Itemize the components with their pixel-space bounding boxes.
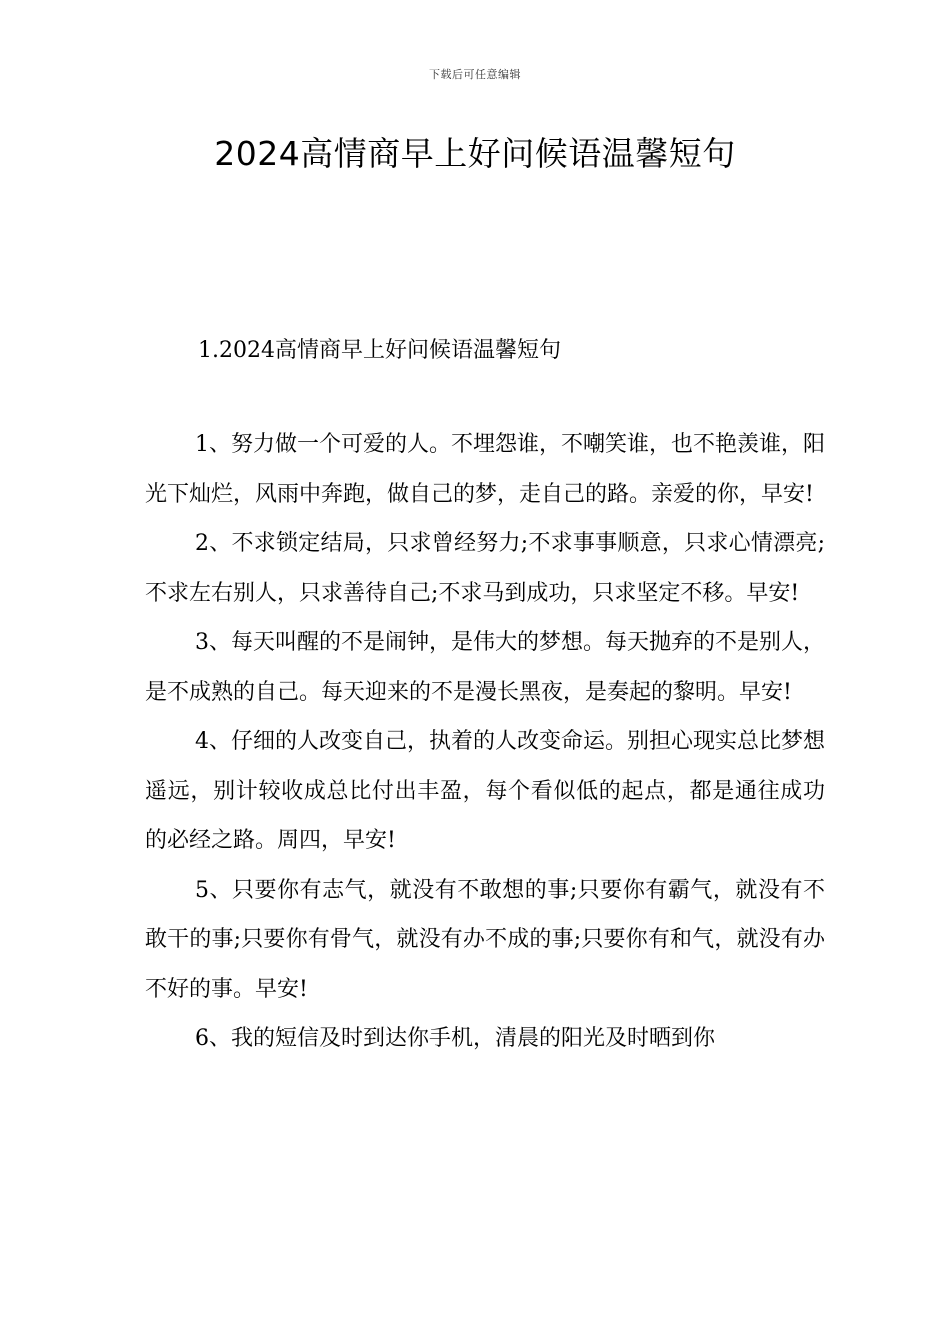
paragraph-3: 3、每天叫醒的不是闹钟，是伟大的梦想。每天抛弃的不是别人，是不成熟的自己。每天迎来的不是漫长黑夜，是奏起的黎明。早安! [145, 630, 825, 705]
document-title: 2024高情商早上好问候语温馨短句 [214, 134, 736, 173]
paragraph-4: 4、仔细的人改变自己，执着的人改变命运。别担心现实总比梦想遥远，别计较收成总比付出丰盈，每个看似低的起点，都是通往成功的必经之路。周四，早安! [145, 729, 825, 853]
paragraph-6: 6、我的短信及时到达你手机，清晨的阳光及时晒到你 [195, 1026, 715, 1051]
header-note: 下载后可任意编辑 [429, 68, 521, 81]
section-heading: 1.2024高情商早上好问候语温馨短句 [198, 338, 561, 363]
body-text [145, 420, 825, 1064]
paragraph-5: 5、只要你有志气，就没有不敢想的事;只要你有霸气，就没有不敢干的事;只要你有骨气，就没有办不成的事;只要你有和气，就没有办不好的事。早安! [145, 877, 825, 1002]
paragraph-1: 1、努力做一个可爱的人。不埋怨谁，不嘲笑谁，也不艳羡谁，阳光下灿烂，风雨中奔跑，做自己的梦，走自己的路。亲爱的你，早安! [145, 432, 825, 507]
paragraph-2: 2、不求锁定结局，只求曾经努力;不求事事顺意，只求心情漂亮;不求左右别人，只求善待自己;不求马到成功，只求坚定不移。早安! [145, 531, 825, 606]
